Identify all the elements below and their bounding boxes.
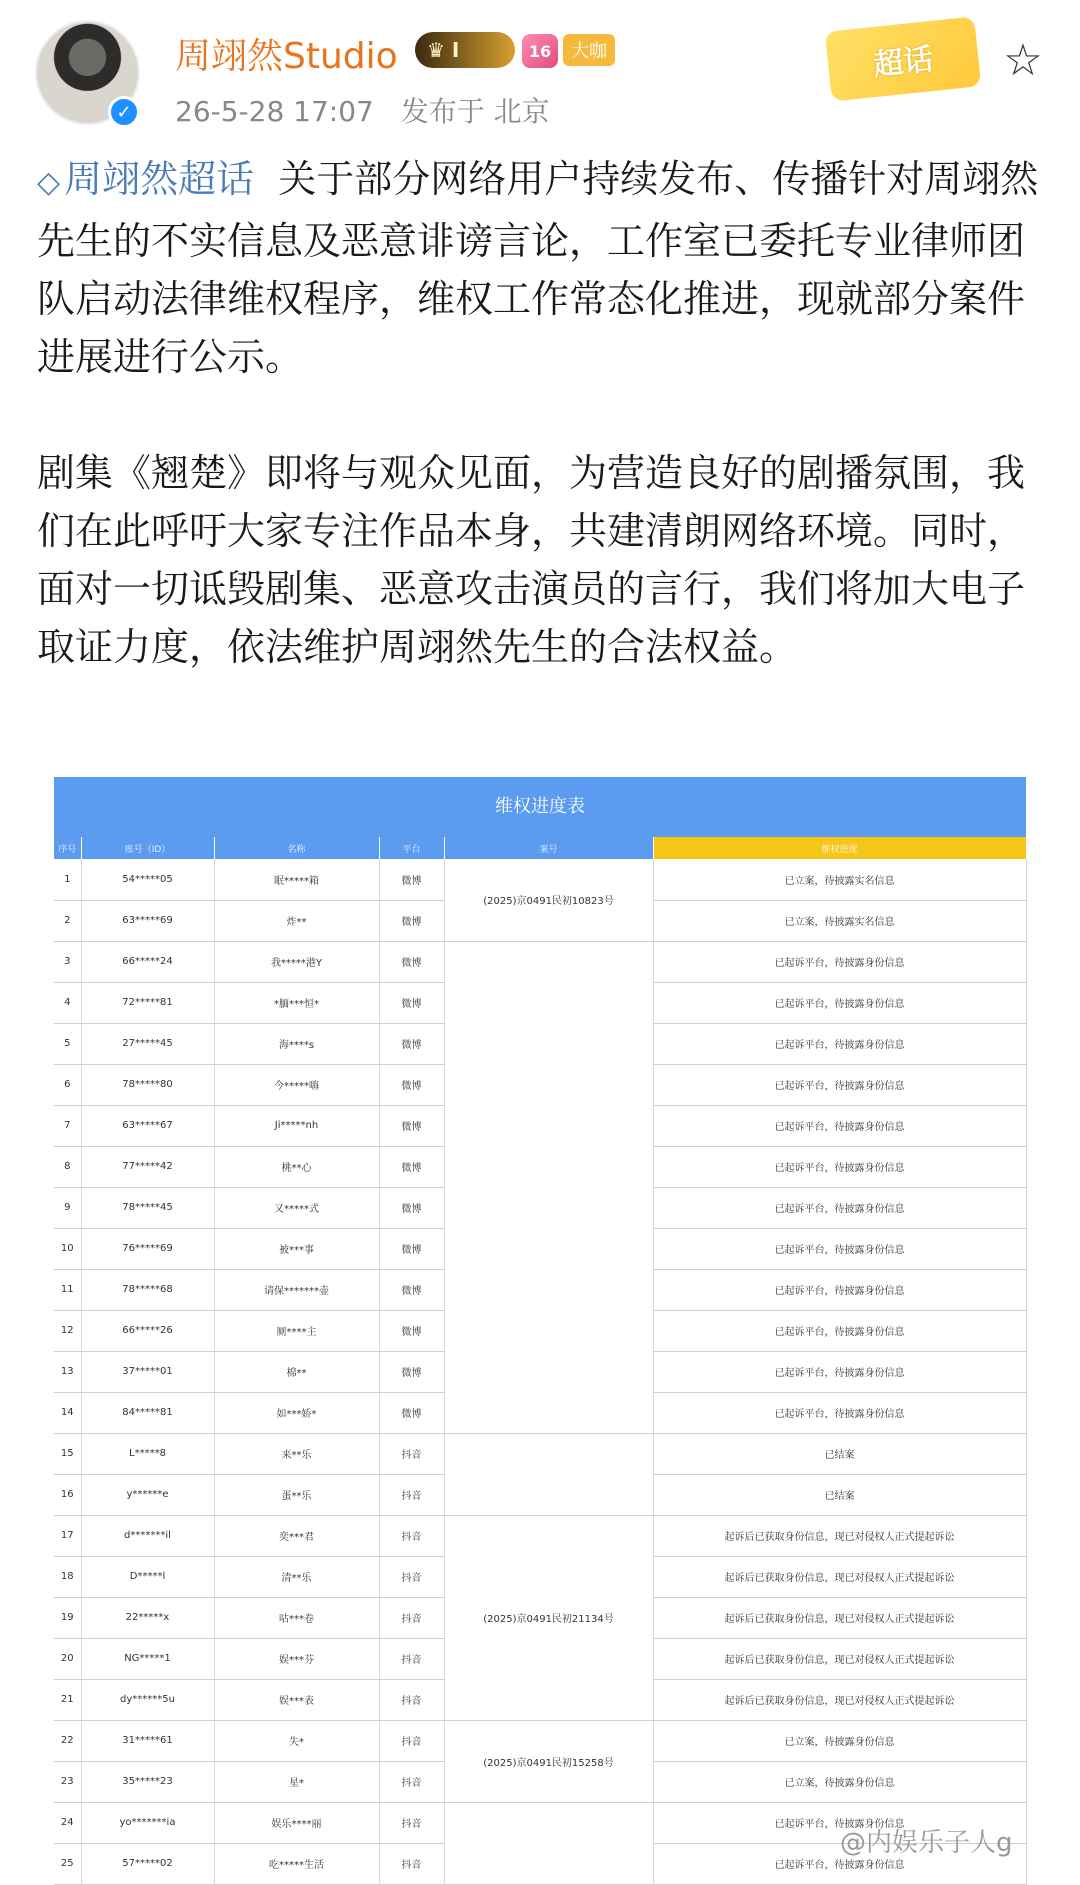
cell-progress: 已起诉平台，待披露身份信息 (653, 1228, 1026, 1269)
cell-account: dy******5u (81, 1679, 214, 1720)
cell-progress: 已立案，待披露实名信息 (653, 900, 1026, 941)
cell-account: 31*****61 (81, 1720, 214, 1761)
cell-account: 78*****68 (81, 1269, 214, 1310)
cell-index: 25 (54, 1843, 81, 1884)
watermark: @内娱乐子人g (840, 1828, 1013, 1858)
cell-case-number (444, 1433, 653, 1515)
cell-index: 6 (54, 1064, 81, 1105)
cell-platform: 微博 (379, 1023, 444, 1064)
cell-index: 21 (54, 1679, 81, 1720)
header-account: 账号（ID） (81, 837, 214, 859)
topic-link-label: 周翊然超话 (64, 157, 255, 201)
cell-name: 娱乐****丽 (214, 1802, 379, 1843)
cell-case-number (444, 941, 653, 1433)
cell-name: 娱***芬 (214, 1638, 379, 1679)
cell-index: 14 (54, 1392, 81, 1433)
cell-platform: 抖音 (379, 1679, 444, 1720)
cell-platform: 微博 (379, 982, 444, 1023)
header-progress: 维权进度 (653, 837, 1026, 859)
cell-index: 10 (54, 1228, 81, 1269)
table-row (54, 859, 1026, 900)
rights-progress-table (54, 837, 1027, 1885)
cell-case-number: (2025)京0491民初21134号 (444, 1515, 653, 1720)
cell-progress: 已起诉平台，待披露身份信息 (653, 1023, 1026, 1064)
cell-account: 78*****45 (81, 1187, 214, 1228)
table-row (54, 1433, 1026, 1474)
cell-index: 8 (54, 1146, 81, 1187)
cell-index: 9 (54, 1187, 81, 1228)
cell-name: Ji*****nh (214, 1105, 379, 1146)
paragraph-2: 剧集《翘楚》即将与观众见面，为营造良好的剧播氛围，我们在此呼吁大家专注作品本身，共建清朗网络环境。同时，面对一切诋毁剧集、恶意攻击演员的言行，我们将加大电子取证力度，依法维护周翊然先生的合法权益。 (37, 451, 1026, 669)
topic-link[interactable] (37, 157, 254, 201)
cell-index: 18 (54, 1556, 81, 1597)
cell-case-number: (2025)京0491民初15258号 (444, 1720, 653, 1802)
level-badge[interactable]: 16 (522, 34, 558, 68)
cell-platform: 抖音 (379, 1802, 444, 1843)
table-title: 维权进度表 (54, 777, 1026, 837)
cell-name: 棉** (214, 1351, 379, 1392)
table-header-row (54, 837, 1026, 859)
post-location: 发布于 北京 (400, 95, 550, 128)
cell-name: 厕****主 (214, 1310, 379, 1351)
cell-progress: 起诉后已获取身份信息，现已对侵权人正式提起诉讼 (653, 1597, 1026, 1638)
cell-platform: 微博 (379, 900, 444, 941)
cell-account: 57*****02 (81, 1843, 214, 1884)
header-platform: 平台 (379, 837, 444, 859)
cell-platform: 微博 (379, 1064, 444, 1105)
cell-platform: 微博 (379, 1228, 444, 1269)
cell-account: 63*****67 (81, 1105, 214, 1146)
cell-account: D*****l (81, 1556, 214, 1597)
cell-progress: 已起诉平台，待披露身份信息 (653, 1187, 1026, 1228)
cell-account: NG*****1 (81, 1638, 214, 1679)
table-body (54, 859, 1026, 1884)
cell-progress: 已起诉平台，待披露身份信息 (653, 1146, 1026, 1187)
cell-progress: 已起诉平台，待披露身份信息 (653, 1310, 1026, 1351)
cell-name: 又*****式 (214, 1187, 379, 1228)
cell-name: 娱***表 (214, 1679, 379, 1720)
cell-platform: 微博 (379, 1269, 444, 1310)
cell-progress: 起诉后已获取身份信息，现已对侵权人正式提起诉讼 (653, 1515, 1026, 1556)
cell-platform: 微博 (379, 941, 444, 982)
table-row (54, 941, 1026, 982)
cell-platform: 抖音 (379, 1638, 444, 1679)
cell-index: 12 (54, 1310, 81, 1351)
cell-account: 78*****80 (81, 1064, 214, 1105)
cell-progress: 已起诉平台，待披露身份信息 (653, 1269, 1026, 1310)
cell-account: d*******il (81, 1515, 214, 1556)
header-case-number: 案号 (444, 837, 653, 859)
cell-index: 17 (54, 1515, 81, 1556)
cell-index: 3 (54, 941, 81, 982)
cell-platform: 微博 (379, 1187, 444, 1228)
cell-account: 27*****45 (81, 1023, 214, 1064)
cell-account: L*****8 (81, 1433, 214, 1474)
cell-platform: 抖音 (379, 1515, 444, 1556)
cell-progress: 已结案 (653, 1474, 1026, 1515)
cell-name: 我*****港Y (214, 941, 379, 982)
cell-progress: 已起诉平台，待披露身份信息 (653, 941, 1026, 982)
cell-platform: 抖音 (379, 1843, 444, 1884)
cell-platform: 微博 (379, 1310, 444, 1351)
cell-account: 63*****69 (81, 900, 214, 941)
cell-platform: 微博 (379, 859, 444, 900)
username[interactable]: 周翊然Studio (175, 36, 398, 77)
paragraph-1-text: 关于部分网络用户持续发布、传播针对周翊然先生的不实信息及恶意诽谤言论，工作室已委托专业律师团队启动法律维权程序，维权工作常态化推进，现就部分案件进展进行公示。 (37, 157, 1039, 379)
cell-index: 15 (54, 1433, 81, 1474)
supertopic-button[interactable]: 超话 (825, 16, 981, 101)
cell-name: 奕***君 (214, 1515, 379, 1556)
cell-progress: 已起诉平台，待披露身份信息 (653, 1802, 1026, 1843)
cell-name: 眠*****箱 (214, 859, 379, 900)
cell-platform: 抖音 (379, 1556, 444, 1597)
cell-progress: 已立案，待披露身份信息 (653, 1761, 1026, 1802)
post-content (37, 150, 1047, 734)
cell-index: 2 (54, 900, 81, 941)
cell-name: 请保*******壶 (214, 1269, 379, 1310)
cell-name: 炸** (214, 900, 379, 941)
cell-progress: 已起诉平台，待披露身份信息 (653, 1843, 1026, 1884)
cell-name: 咕***卷 (214, 1597, 379, 1638)
table-row (54, 1515, 1026, 1556)
cell-name: 今*****嗨 (214, 1064, 379, 1105)
cell-platform: 微博 (379, 1146, 444, 1187)
cell-progress: 起诉后已获取身份信息，现已对侵权人正式提起诉讼 (653, 1679, 1026, 1720)
header-index: 序号 (54, 837, 81, 859)
cell-platform: 微博 (379, 1392, 444, 1433)
cell-progress: 已起诉平台，待披露身份信息 (653, 982, 1026, 1023)
cell-name: 吃*****生活 (214, 1843, 379, 1884)
post-meta (175, 90, 568, 130)
cell-name: 被***事 (214, 1228, 379, 1269)
cell-account: 84*****81 (81, 1392, 214, 1433)
cell-index: 4 (54, 982, 81, 1023)
cell-platform: 微博 (379, 1351, 444, 1392)
cell-account: 22*****x (81, 1597, 214, 1638)
post-time: 26-5-28 17:07 (175, 95, 374, 128)
table-row (54, 1720, 1026, 1761)
cell-account: 37*****01 (81, 1351, 214, 1392)
cell-progress: 已起诉平台，待披露身份信息 (653, 1064, 1026, 1105)
cell-name: 来**乐 (214, 1433, 379, 1474)
crown-badge-label: I (451, 38, 460, 62)
cell-name: 清**乐 (214, 1556, 379, 1597)
cell-account: 66*****26 (81, 1310, 214, 1351)
cell-index: 23 (54, 1761, 81, 1802)
cell-index: 11 (54, 1269, 81, 1310)
cell-name: 蛋**乐 (214, 1474, 379, 1515)
favorite-star-icon[interactable]: ☆ (1003, 35, 1043, 86)
cell-index: 1 (54, 859, 81, 900)
cell-account: y******e (81, 1474, 214, 1515)
cell-progress: 已立案，待披露实名信息 (653, 859, 1026, 900)
cell-name: *腼***恒* (214, 982, 379, 1023)
cell-account: 72*****81 (81, 982, 214, 1023)
header-name: 名称 (214, 837, 379, 859)
cell-name: 桃**心 (214, 1146, 379, 1187)
cell-account: 66*****24 (81, 941, 214, 982)
cell-name: 如***娇* (214, 1392, 379, 1433)
cell-account: 54*****05 (81, 859, 214, 900)
cell-index: 13 (54, 1351, 81, 1392)
cell-platform: 抖音 (379, 1433, 444, 1474)
fan-badge[interactable]: 大咖 (563, 34, 615, 66)
cell-case-number (444, 1802, 653, 1884)
rights-progress-table-image[interactable] (54, 777, 1026, 1871)
cell-name: 失* (214, 1720, 379, 1761)
cell-progress: 起诉后已获取身份信息，现已对侵权人正式提起诉讼 (653, 1638, 1026, 1679)
cell-index: 20 (54, 1638, 81, 1679)
cell-progress: 已起诉平台，待披露身份信息 (653, 1105, 1026, 1146)
cell-platform: 抖音 (379, 1720, 444, 1761)
cell-index: 7 (54, 1105, 81, 1146)
cell-progress: 已结案 (653, 1433, 1026, 1474)
cell-index: 19 (54, 1597, 81, 1638)
cell-index: 24 (54, 1802, 81, 1843)
cell-account: 76*****69 (81, 1228, 214, 1269)
cell-index: 16 (54, 1474, 81, 1515)
cell-case-number: (2025)京0491民初10823号 (444, 859, 653, 941)
post-header (0, 0, 1080, 140)
cell-account: yo*******ia (81, 1802, 214, 1843)
cell-index: 22 (54, 1720, 81, 1761)
crown-badge-icon[interactable]: ♛ I (415, 32, 515, 68)
cell-platform: 抖音 (379, 1597, 444, 1638)
cell-name: 海****s (214, 1023, 379, 1064)
cell-progress: 已立案，待披露身份信息 (653, 1720, 1026, 1761)
cell-account: 77*****42 (81, 1146, 214, 1187)
cell-name: 星* (214, 1761, 379, 1802)
cell-progress: 已起诉平台，待披露身份信息 (653, 1351, 1026, 1392)
cell-progress: 起诉后已获取身份信息，现已对侵权人正式提起诉讼 (653, 1556, 1026, 1597)
cell-account: 35*****23 (81, 1761, 214, 1802)
cell-progress: 已起诉平台，待披露身份信息 (653, 1392, 1026, 1433)
cell-platform: 抖音 (379, 1474, 444, 1515)
diamond-icon: ◇ (37, 165, 61, 200)
cell-index: 5 (54, 1023, 81, 1064)
cell-platform: 抖音 (379, 1761, 444, 1802)
verified-icon: ✓ (108, 96, 140, 128)
paragraph-1 (37, 150, 1047, 386)
cell-platform: 微博 (379, 1105, 444, 1146)
